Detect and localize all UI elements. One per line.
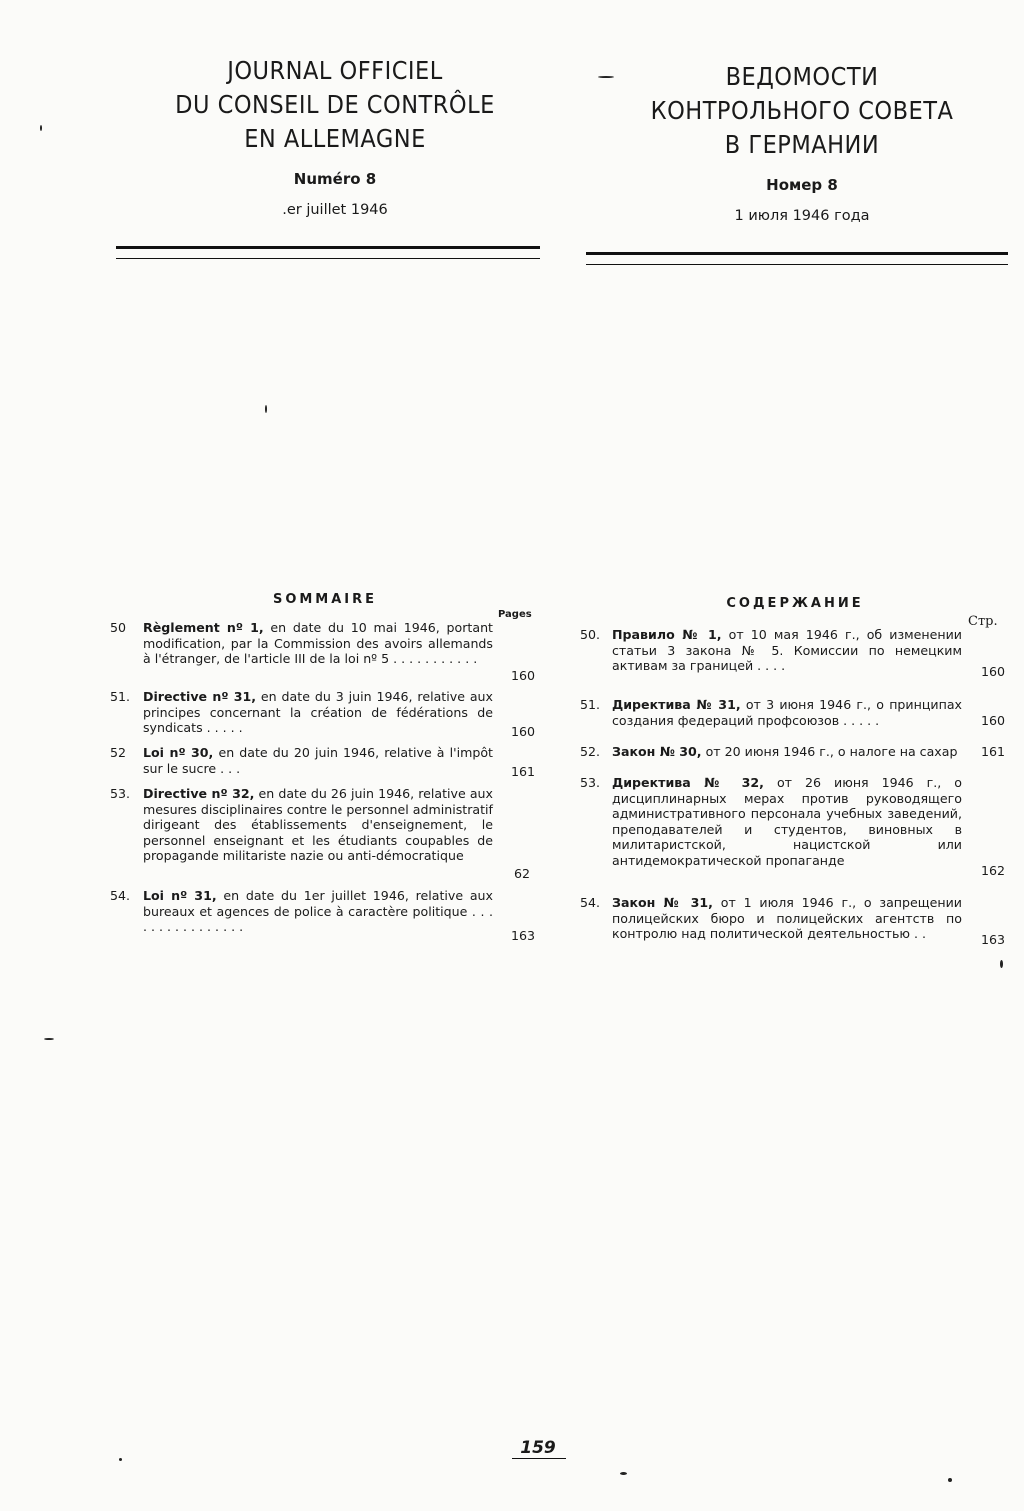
entry-text <box>612 895 962 942</box>
scan-speck <box>265 405 267 413</box>
entry-page: 160 <box>980 664 1005 679</box>
entry-number: 51. <box>110 689 131 704</box>
page-number-underline <box>512 1458 566 1459</box>
entry-number: 53. <box>580 775 601 790</box>
french-header-rule <box>116 246 540 259</box>
entry-text <box>612 627 962 674</box>
entry-text <box>143 620 493 667</box>
entry-number: 50 <box>110 620 127 635</box>
entry-body: en date du 3 juin 1946, relative aux principes concernant la création de fédérations de syndicats . . . . . <box>143 689 493 735</box>
scan-speck <box>948 1478 952 1482</box>
entry-body: от 1 июля 1946 г., о запрещении полицейских бюро и полицейских агентств по контролю над политической деятельностью . . <box>612 895 962 941</box>
entry-title: Loi nº 30, <box>143 745 214 760</box>
entry-body: en date du 10 mai 1946, portant modification, par la Commission des avoirs allemands à l'étranger, de l'article III de la loi nº 5 . . . . . . . . . . . <box>143 620 493 666</box>
russian-header-rule <box>586 252 1008 265</box>
french-title-line-3: EN ALLEMAGNE <box>244 124 426 153</box>
entry-page: 160 <box>510 668 535 683</box>
entry-title: Loi nº 31, <box>143 888 217 903</box>
russian-issue-number: Номер 8 <box>766 176 838 194</box>
entry-number: 51. <box>580 697 601 712</box>
scan-speck <box>40 125 42 131</box>
sommaire-heading: SOMMAIRE <box>272 592 378 607</box>
soderzhanie-heading: СОДЕРЖАНИЕ <box>726 596 864 611</box>
scan-speck <box>620 1472 627 1475</box>
entry-number: 52. <box>580 744 601 759</box>
soderzhanie-pages-label: Стр. <box>968 614 998 629</box>
soderzhanie-entry-51 <box>580 697 1005 737</box>
scan-speck <box>1000 960 1003 968</box>
soderzhanie-entry-53 <box>580 775 1005 879</box>
entry-number: 50. <box>580 627 601 642</box>
entry-body: en date du 26 juin 1946, relative aux mesures disciplinaires contre le personnel administratif dirigeant des établissements d'enseignement, le personnel enseignant et les étudiants coupables de propagande militariste nazie ou anti-démocratique <box>143 786 493 863</box>
french-title-line-2: DU CONSEIL DE CONTRÔLE <box>175 90 495 119</box>
entry-title: Directive nº 31, <box>143 689 257 704</box>
entry-page: 161 <box>510 764 535 779</box>
entry-body: en date du 1er juillet 1946, relative aux bureaux et agences de police à caractère politique . . . . . . . . . . . . . . . . <box>143 888 493 934</box>
entry-page: 163 <box>510 928 535 943</box>
entry-text <box>143 888 493 935</box>
entry-title: Директива № 31, <box>612 697 741 712</box>
sommaire-pages-label: Pages <box>498 609 532 620</box>
entry-text <box>143 786 493 864</box>
russian-title-line-1: ВЕДОМОСТИ <box>725 62 879 91</box>
entry-title: Закон № 30, <box>612 744 702 759</box>
entry-page: 161 <box>980 744 1005 759</box>
scan-speck <box>44 1038 54 1040</box>
entry-number: 53. <box>110 786 131 801</box>
scan-speck <box>598 76 614 78</box>
scan-speck <box>119 1458 122 1461</box>
entry-title: Директива № 32, <box>612 775 764 790</box>
russian-issue-date: 1 июля 1946 года <box>734 208 870 224</box>
entry-title: Directive nº 32, <box>143 786 255 801</box>
entry-number: 54. <box>110 888 131 903</box>
entry-title: Закон № 31, <box>612 895 713 910</box>
entry-text <box>612 775 962 868</box>
sommaire-entry-54 <box>110 888 535 948</box>
page-number: 159 <box>520 1438 556 1458</box>
sommaire-entry-51 <box>110 689 535 743</box>
russian-header <box>582 60 1022 224</box>
entry-title: Règlement nº 1, <box>143 620 264 635</box>
french-issue-number: Numéro 8 <box>293 170 377 188</box>
entry-page: 160 <box>510 724 535 739</box>
entry-text <box>612 697 962 728</box>
russian-title-line-3: В ГЕРМАНИИ <box>724 130 880 159</box>
french-header <box>110 54 560 218</box>
entry-body: от 26 июня 1946 г., о дисциплинарных мерах против руководящего административного персонала учебных заведений, преподавателей и студентов, виновных в милитаристской, нацистской или антидемократической пропаганде <box>612 775 963 868</box>
entry-body: от 10 мая 1946 г., об изменении статьи 3 закона № 5. Комиссии по немецким активам за границей . . . . <box>612 627 962 673</box>
sommaire-entry-50 <box>110 620 535 686</box>
entry-body: от 3 июня 1946 г., о принципах создания федераций профсоюзов . . . . . <box>612 697 963 728</box>
entry-page: 160 <box>980 713 1005 728</box>
entry-page: 162 <box>980 863 1005 878</box>
soderzhanie-entry-50 <box>580 627 1005 681</box>
entry-body: en date du 20 juin 1946, relative à l'impôt sur le sucre . . . <box>143 745 493 776</box>
entry-number: 54. <box>580 895 601 910</box>
entry-text <box>143 689 493 736</box>
french-title-line-1: JOURNAL OFFICIEL <box>227 56 443 85</box>
russian-title-line-2: КОНТРОЛЬНОГО СОВЕТА <box>650 96 954 125</box>
french-issue-date: .er juillet 1946 <box>282 202 388 218</box>
entry-title: Правило № 1, <box>612 627 722 642</box>
entry-text <box>612 744 972 760</box>
entry-text <box>143 745 493 776</box>
sommaire-entry-52 <box>110 745 535 781</box>
soderzhanie-entry-54 <box>580 895 1005 949</box>
entry-page: 62 <box>513 866 530 881</box>
entry-page: 163 <box>980 932 1005 947</box>
soderzhanie-entry-52 <box>580 744 1005 764</box>
entry-body: от 20 июня 1946 г., о налоге на сахар <box>701 744 958 759</box>
sommaire-entry-53 <box>110 786 535 884</box>
entry-number: 52 <box>110 745 127 760</box>
